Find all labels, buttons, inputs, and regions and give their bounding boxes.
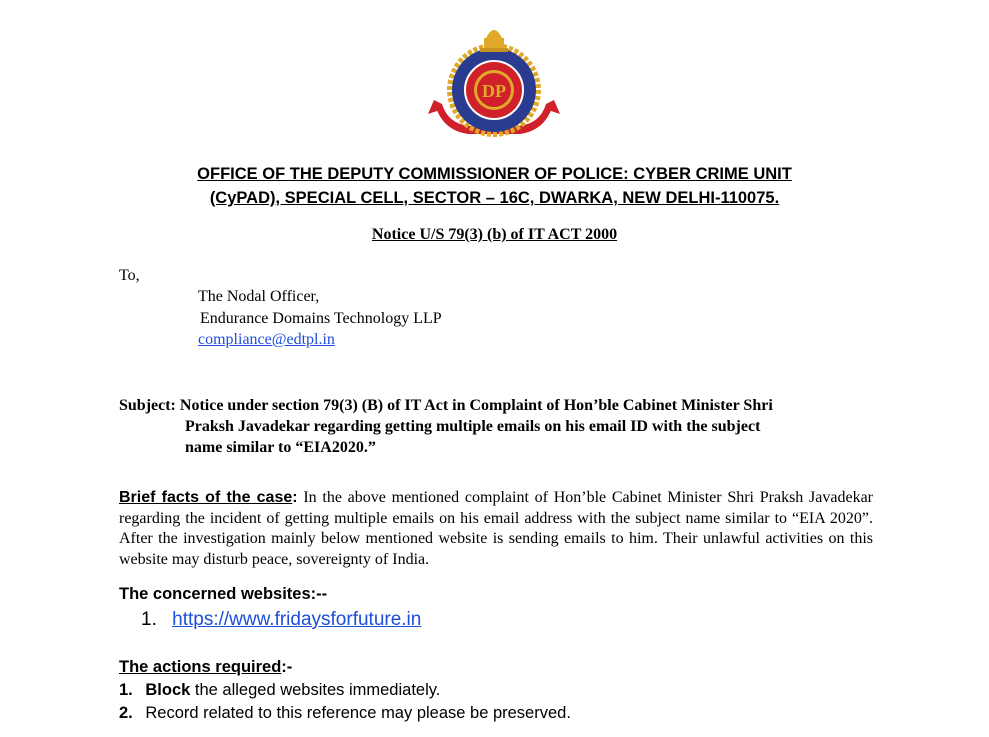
website-link[interactable]: https://www.fridaysforfuture.in (172, 609, 422, 630)
website-list-item (141, 609, 421, 631)
subject-label: Subject: (119, 397, 176, 414)
emblem-icon (428, 18, 560, 150)
action-item-1: 1. Block the alleged websites immediately. (119, 681, 441, 699)
office-heading-line2: (CyPAD), SPECIAL CELL, SECTOR – 16C, DWARKA, NEW DELHI-110075. (209, 189, 780, 207)
to-line2: Endurance Domains Technology LLP (200, 310, 442, 327)
subject-line1: Subject: Notice under section 79(3) (B) of IT Act in Complaint of Hon’ble Cabinet Minister Shri (119, 397, 773, 414)
actions-heading: The actions required:- (119, 658, 293, 676)
to-salutation: To, (119, 267, 140, 284)
notice-title: Notice U/S 79(3) (b) of IT ACT 2000 (371, 226, 618, 243)
svg-text:DP: DP (482, 81, 506, 101)
subject-line2: Praksh Javadekar regarding getting multiple emails on his email ID with the subject (185, 418, 761, 435)
subject-line3: name similar to “EIA2020.” (185, 439, 376, 456)
brief-facts-text: In the above mentioned complaint of Hon’ble Cabinet Minister Shri Praksh Javadekar regarding the incident of getting multiple emails on his email address with the subject name similar to “EIA 2020”. After the investigation mainly below mentioned website is sending emails to him. Their unlawful activities on this website may disturb peace, sovereignty of India. (119, 489, 874, 568)
action-item-2: 2. Record related to this reference may please be preserved. (119, 704, 571, 722)
brief-facts-label: Brief facts of the case (119, 489, 293, 506)
delhi-police-emblem (428, 18, 560, 150)
websites-heading: The concerned websites:-- (119, 585, 328, 603)
brief-facts: Brief facts of the case: In the above mentioned complaint of Hon’ble Cabinet Minister Shri Praksh Javadekar regarding the incident of getting multiple emails on his email address with the subject name similar to “EIA 2020”. After the investigation mainly below mentioned website is sending emails to him. Their unlawful activities on this website may disturb peace, sovereignty of India. (119, 489, 874, 568)
to-line1: The Nodal Officer, (198, 288, 320, 305)
website-number: 1. (141, 609, 157, 630)
to-email-link[interactable] (198, 330, 335, 350)
subject-block (119, 395, 873, 458)
office-heading-line1: OFFICE OF THE DEPUTY COMMISSIONER OF POLICE: CYBER CRIME UNIT (197, 165, 792, 183)
email-link[interactable]: compliance@edtpl.in (198, 331, 335, 348)
